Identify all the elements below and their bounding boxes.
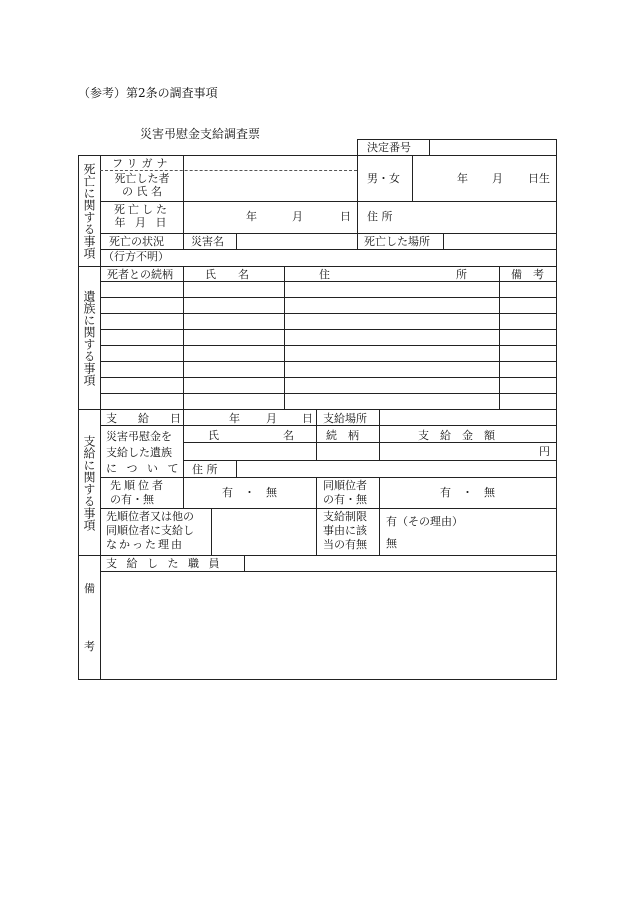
relation-header: 死者との続柄 [107,268,173,281]
payment-amount-field[interactable] [380,443,530,459]
restriction-label: 支給制限 事由に該 当の有無 [323,510,367,551]
birth-year-label: 年 [457,172,468,185]
bereaved-section-label: 遺族に関する事項 [82,290,96,386]
payment-day-label: 日 [302,412,313,425]
payment-date-label: 支 給 日 [106,412,186,425]
recipient-relation-field[interactable] [317,443,378,459]
payment-year-label: 年 [229,412,240,425]
payment-amount-header: 支 給 金 額 [418,429,495,442]
disaster-name-label: 災害名 [191,235,224,248]
sex-selector[interactable]: 男・女 [367,172,400,185]
remarks-section-label-a: 備 [84,582,95,595]
prior-rank-value[interactable]: 有 ・ 無 [222,486,277,499]
same-rank-value[interactable]: 有 ・ 無 [440,486,495,499]
payment-place-field[interactable] [380,410,556,425]
death-date-day-label: 日 [340,210,351,223]
paying-staff-label: 支 給 し た 職 員 [106,557,223,570]
death-section-label: 死亡に関する事項 [82,163,96,259]
missing-label: （行方不明） [103,250,169,263]
deceased-name-label: 死亡した者 の 氏 名 [114,172,170,198]
prior-rank-label: 先順位者 の有・無 [110,479,166,506]
address-label: 住 所 [367,210,393,223]
bereaved-remarks-header: 備 考 [511,268,544,281]
birth-month-label: 月 [492,172,503,185]
death-date-label: 死亡した 年 月 日 [114,203,170,229]
restriction-yes-option[interactable]: 有（その理由） [386,515,463,528]
decision-number-field[interactable] [430,140,556,155]
recipient-name-header-b: 名 [283,429,294,442]
payment-place-label: 支給場所 [323,412,367,425]
deceased-name-field[interactable] [184,171,356,200]
death-date-month-label: 月 [292,210,303,223]
birth-day-label: 日生 [528,172,550,185]
recipient-address-field[interactable] [237,461,556,476]
bereaved-row-8[interactable] [101,394,556,409]
bereaved-address-header-b: 所 [456,268,467,281]
recipient-name-field[interactable] [184,443,315,459]
recipient-name-header-a: 氏 [208,429,219,442]
furigana-field[interactable] [184,156,356,170]
non-payment-reason-field[interactable] [212,509,315,554]
form-title: 災害弔慰金支給調査票 [140,127,261,141]
recipient-address-label: 住 所 [192,463,218,476]
remarks-field[interactable] [101,572,556,679]
furigana-label: フリガナ [112,157,172,170]
recipient-relation-header: 続 柄 [326,429,359,442]
yen-unit: 円 [539,445,550,458]
bereaved-row-6[interactable] [101,362,556,377]
address-field[interactable] [413,202,556,232]
reference-note: （参考）第2条の調査事項 [78,86,218,100]
recipient-family-label: 災害弔慰金を 支給した遺族 に つ い て [106,430,182,475]
non-payment-reason-label: 先順位者又は他の 同順位者に支給し なかった理由 [106,510,194,551]
death-place-label: 死亡した場所 [364,235,430,248]
same-rank-label: 同順位者 の有・無 [323,479,367,506]
bereaved-row-1[interactable] [101,282,556,297]
bereaved-row-2[interactable] [101,298,556,313]
payment-section-label: 支給に関する事項 [82,434,96,531]
decision-number-label: 決定番号 [367,141,411,154]
bereaved-row-3[interactable] [101,314,556,329]
disaster-name-field[interactable] [237,234,356,248]
bereaved-address-header-a: 住 [319,268,330,281]
remarks-section-label-b: 考 [84,640,95,653]
death-date-year-label: 年 [246,210,257,223]
bereaved-name-header: 氏 名 [205,268,249,281]
death-status-label: 死亡の状況 [109,235,164,248]
restriction-no-option[interactable]: 無 [386,537,397,550]
bereaved-row-7[interactable] [101,378,556,393]
payment-month-label: 月 [266,412,277,425]
death-place-field[interactable] [444,234,556,248]
bereaved-row-5[interactable] [101,346,556,361]
bereaved-row-4[interactable] [101,330,556,345]
paying-staff-field[interactable] [245,556,556,571]
